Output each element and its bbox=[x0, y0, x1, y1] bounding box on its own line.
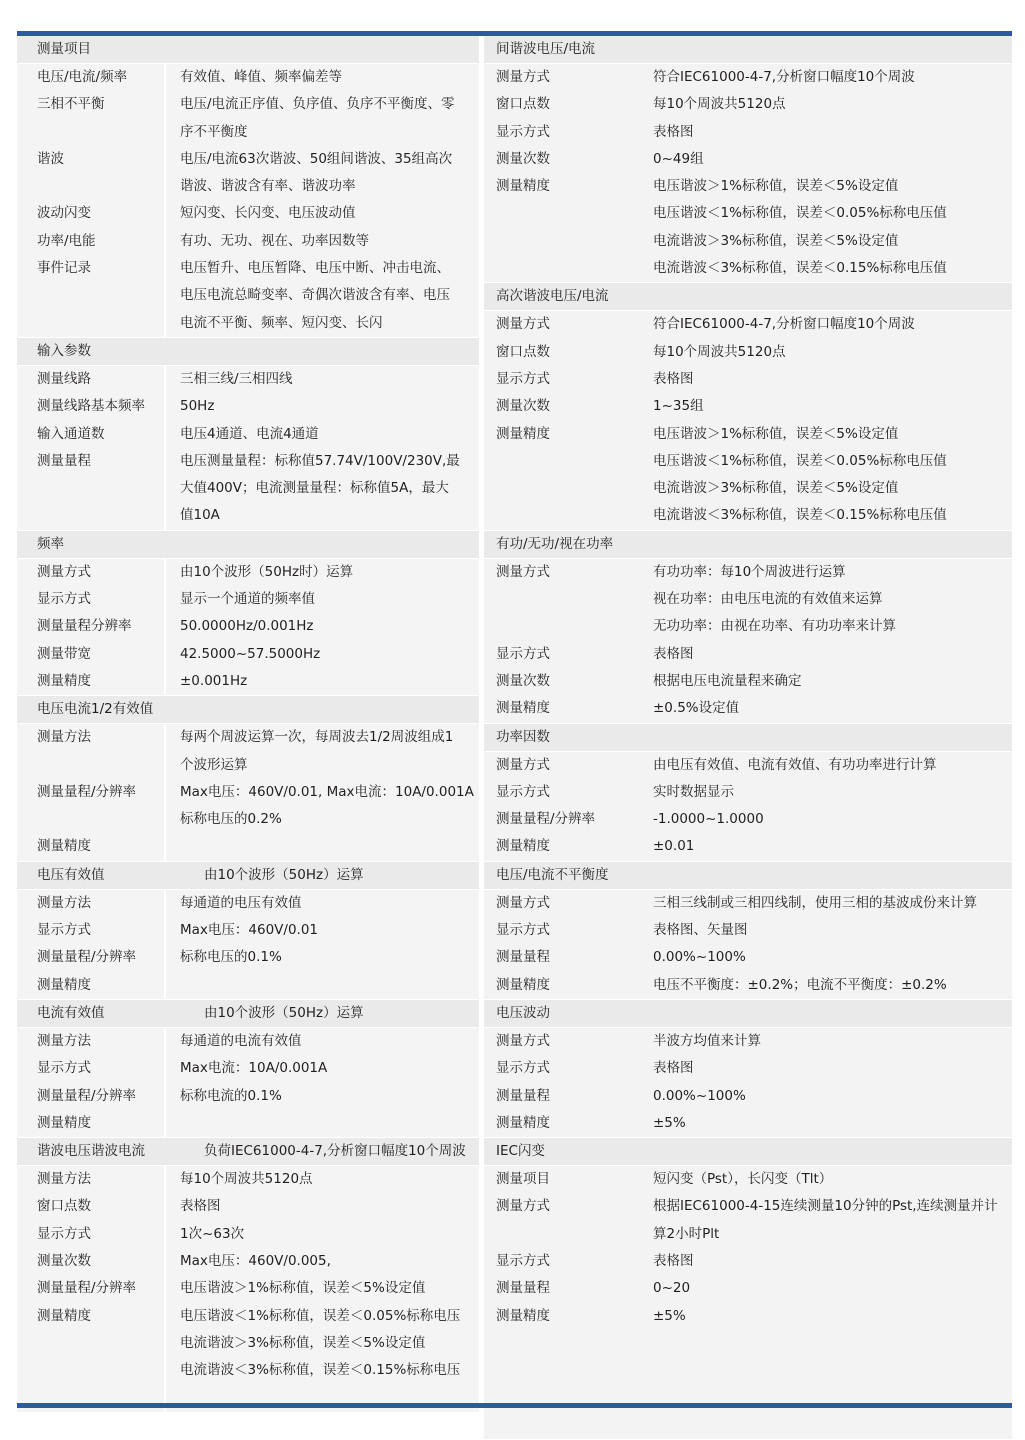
section-body bbox=[17, 559, 479, 695]
spec-label: 测量方式 bbox=[496, 563, 550, 580]
spec-value: 序不平衡度 bbox=[180, 123, 248, 140]
spec-label bbox=[496, 613, 639, 640]
section-body bbox=[17, 366, 479, 530]
spec-value: 电流谐波＜3%标称值，误差＜0.15%标称电压值 bbox=[653, 260, 947, 277]
label-column bbox=[17, 559, 166, 695]
label-column bbox=[17, 64, 166, 337]
spec-label: 测量量程/分辨率 bbox=[37, 1280, 137, 1297]
spec-value: 电流谐波＜3%标称值，误差＜0.15%标称电压值 bbox=[653, 507, 947, 524]
spec-label: 测量方式 bbox=[496, 316, 550, 333]
spec-label: 显示方式 bbox=[37, 591, 91, 608]
spec-value: 大值400V；电流测量量程：标称值5A，最大 bbox=[180, 480, 449, 497]
spec-label bbox=[37, 475, 164, 502]
value-column bbox=[166, 1028, 479, 1137]
spec-value: 1次~63次 bbox=[180, 1225, 245, 1242]
spec-label: 测量项目 bbox=[496, 1171, 550, 1188]
spec-value: 有效值、峰值、频率偏差等 bbox=[180, 69, 342, 85]
spec-label bbox=[496, 255, 639, 282]
spec-value: 每10个周波共5120点 bbox=[653, 343, 786, 360]
spec-value: 表格图 bbox=[180, 1198, 221, 1215]
spec-value bbox=[653, 1412, 1012, 1439]
spec-value: 表格图 bbox=[653, 1060, 694, 1077]
spec-value: 电压/电流63次谐波、50组间谐波、35组高次 bbox=[180, 150, 453, 167]
spec-value: 电压4通道、电流4通道 bbox=[180, 425, 319, 442]
spec-value: 0~20 bbox=[653, 1280, 691, 1297]
spec-value: 标称电流的0.1% bbox=[180, 1087, 282, 1104]
spec-value: 电压暂升、电压暂降、电压中断、冲击电流、 bbox=[180, 260, 450, 277]
spec-label: 测量精度 bbox=[37, 976, 91, 993]
spec-value: 表格图 bbox=[653, 1252, 694, 1269]
section-header: 频率 bbox=[17, 531, 479, 558]
section-header: 输入参数 bbox=[17, 338, 479, 365]
value-column bbox=[166, 366, 479, 530]
value-column bbox=[166, 724, 479, 860]
spec-value: 电压谐波＜1%标称值，误差＜0.05%标称电压 bbox=[180, 1307, 461, 1324]
spec-label bbox=[37, 1330, 164, 1357]
spec-label: 测量精度 bbox=[37, 838, 91, 855]
spec-value: 电压谐波＞1%标称值，误差＜5%设定值 bbox=[653, 178, 899, 195]
value-column bbox=[639, 311, 1012, 529]
spec-value: 电压谐波＜1%标称值，误差＜0.05%标称电压值 bbox=[653, 205, 947, 222]
spec-value: 1~35组 bbox=[653, 398, 704, 415]
spec-label: 三相不平衡 bbox=[37, 96, 105, 113]
spec-value: 表格图 bbox=[653, 370, 694, 387]
spec-label: 测量量程/分辨率 bbox=[37, 783, 137, 800]
spec-value: Max电压：460V/0.01 bbox=[180, 922, 319, 939]
spec-value: 每10个周波共5120点 bbox=[180, 1171, 313, 1188]
spec-label: 测量量程 bbox=[496, 1280, 550, 1297]
spec-label bbox=[496, 448, 639, 475]
spec-label: 测量精度 bbox=[37, 672, 91, 689]
section-title: 电流有效值 bbox=[37, 1004, 105, 1021]
spec-value: 0~49组 bbox=[653, 150, 704, 167]
spec-value bbox=[653, 1330, 1012, 1357]
spec-value: 50.0000Hz/0.001Hz bbox=[180, 618, 314, 635]
spec-value: ±0.5%设定值 bbox=[653, 700, 740, 717]
spec-label: 测量方法 bbox=[37, 1171, 91, 1188]
spec-label: 测量精度 bbox=[496, 1114, 550, 1131]
spec-value: 电压测量量程：标称值57.74V/100V/230V,最 bbox=[180, 452, 460, 469]
spec-label: 显示方式 bbox=[496, 783, 550, 800]
label-column bbox=[17, 1028, 166, 1137]
spec-label: 显示方式 bbox=[496, 922, 550, 939]
spec-value: 每两个周波运算一次，每周波去1/2周波组成1 bbox=[180, 729, 454, 746]
spec-label bbox=[496, 475, 639, 502]
spec-label bbox=[37, 282, 164, 309]
spec-value: 有功、无功、视在、功率因数等 bbox=[180, 232, 369, 249]
spec-label: 测量方式 bbox=[496, 69, 550, 85]
right-spec-column bbox=[484, 36, 1012, 1403]
section-body bbox=[17, 64, 479, 337]
section-header: 电压电流1/2有效值 bbox=[17, 696, 479, 723]
spec-label bbox=[496, 1221, 639, 1248]
spec-label: 测量方法 bbox=[37, 1032, 91, 1049]
value-column bbox=[639, 1028, 1012, 1137]
spec-value: ±0.01 bbox=[653, 838, 695, 855]
spec-value: 标称电压的0.2% bbox=[180, 811, 282, 828]
spec-value: 有功功率：每10个周波进行运算 bbox=[653, 563, 846, 580]
spec-value: 电压/电流正序值、负序值、负序不平衡度、零 bbox=[180, 96, 455, 113]
spec-value: Max电流：10A/0.001A bbox=[180, 1060, 328, 1077]
section-body bbox=[17, 724, 479, 860]
spec-label: 显示方式 bbox=[37, 922, 91, 939]
spec-value bbox=[180, 1110, 479, 1137]
spec-label: 测量精度 bbox=[37, 1307, 91, 1324]
spec-label bbox=[37, 119, 164, 146]
spec-label: 显示方式 bbox=[37, 1060, 91, 1077]
section-title: 电压有效值 bbox=[37, 866, 105, 883]
section-body bbox=[17, 1028, 479, 1137]
spec-value: 电流谐波＜3%标称值，误差＜0.15%标称电压 bbox=[180, 1362, 461, 1379]
spec-value bbox=[180, 833, 479, 860]
spec-label: 测量方法 bbox=[37, 729, 91, 746]
value-column bbox=[639, 890, 1012, 999]
spec-label: 测量带宽 bbox=[37, 645, 91, 662]
spec-label: 测量量程 bbox=[496, 1087, 550, 1104]
spec-value: 每10个周波共5120点 bbox=[653, 96, 786, 113]
spec-value: 电压谐波＞1%标称值，误差＜5%设定值 bbox=[180, 1280, 426, 1297]
section-body bbox=[484, 559, 1012, 723]
spec-value: 视在功率：由电压电流的有效值来运算 bbox=[653, 591, 883, 608]
spec-label: 测量次数 bbox=[496, 150, 550, 167]
section-header: 高次谐波电压/电流 bbox=[484, 283, 1012, 310]
section-body bbox=[484, 890, 1012, 999]
bottom-accent-bar bbox=[17, 1403, 1012, 1408]
section-header: 功率因数 bbox=[484, 724, 1012, 751]
spec-value: ±5% bbox=[653, 1307, 686, 1324]
label-column bbox=[484, 1166, 639, 1439]
spec-label: 测量次数 bbox=[496, 672, 550, 689]
spec-label: 测量量程/分辨率 bbox=[37, 1087, 137, 1104]
spec-label: 测量量程/分辨率 bbox=[37, 949, 137, 966]
spec-value: 电压不平衡度：±0.2%；电流不平衡度：±0.2% bbox=[653, 976, 947, 993]
value-column bbox=[639, 752, 1012, 861]
value-column bbox=[166, 1166, 479, 1412]
spec-value: Max电压：460V/0.01, Max电流：10A/0.001A bbox=[180, 783, 474, 800]
spec-label: 测量精度 bbox=[496, 976, 550, 993]
spec-value: 表格图、矢量图 bbox=[653, 922, 748, 939]
section-body bbox=[484, 1166, 1012, 1439]
section-value: 负荷IEC61000-4-7,分析窗口幅度10个周波 bbox=[204, 1143, 466, 1160]
spec-label: 测量方式 bbox=[496, 1198, 550, 1215]
value-column bbox=[639, 64, 1012, 282]
spec-label bbox=[496, 1412, 639, 1439]
spec-label bbox=[37, 502, 164, 529]
label-column bbox=[484, 559, 639, 723]
section-value: 由10个波形（50Hz）运算 bbox=[204, 866, 364, 883]
spec-value: 三相三线/三相四线 bbox=[180, 370, 293, 387]
spec-value: 电压电流总畸变率、奇偶次谐波含有率、电压 bbox=[180, 287, 450, 304]
spec-value: 0.00%~100% bbox=[653, 1087, 746, 1104]
spec-label: 窗口点数 bbox=[496, 343, 550, 360]
label-column bbox=[17, 1166, 166, 1412]
spec-label: 显示方式 bbox=[496, 123, 550, 140]
spec-value: 三相三线制或三相四线制，使用三相的基波成份来计算 bbox=[653, 894, 977, 911]
spec-label: 测量次数 bbox=[496, 398, 550, 415]
spec-value: 每通道的电流有效值 bbox=[180, 1032, 302, 1049]
spec-value: 50Hz bbox=[180, 398, 215, 415]
spec-value: 短闪变（Pst），长闪变（Tlt） bbox=[653, 1171, 833, 1188]
section-header: 电压/电流不平衡度 bbox=[484, 862, 1012, 889]
section-header bbox=[17, 1138, 479, 1165]
section-body bbox=[484, 1028, 1012, 1137]
label-column bbox=[17, 890, 166, 999]
spec-value: 表格图 bbox=[653, 645, 694, 662]
spec-value: 标称电压的0.1% bbox=[180, 949, 282, 966]
section-header bbox=[17, 1000, 479, 1027]
spec-label bbox=[496, 228, 639, 255]
spec-label: 输入通道数 bbox=[37, 425, 105, 442]
label-column bbox=[17, 366, 166, 530]
spec-value: ±0.001Hz bbox=[180, 672, 248, 689]
spec-label bbox=[37, 1357, 164, 1384]
spec-value: -1.0000~1.0000 bbox=[653, 811, 764, 828]
spec-value: 算2小时Plt bbox=[653, 1225, 720, 1242]
spec-label: 显示方式 bbox=[37, 1225, 91, 1242]
value-column bbox=[166, 890, 479, 999]
value-column bbox=[639, 559, 1012, 723]
section-title: 谐波电压谐波电流 bbox=[37, 1143, 145, 1160]
value-column bbox=[166, 559, 479, 695]
spec-label: 测量方法 bbox=[37, 894, 91, 911]
spec-label: 谐波 bbox=[37, 150, 64, 167]
spec-label: 测量精度 bbox=[496, 700, 550, 717]
spec-value: 实时数据显示 bbox=[653, 783, 734, 800]
spec-label: 测量精度 bbox=[37, 1114, 91, 1131]
section-header: 间谐波电压/电流 bbox=[484, 36, 1012, 63]
spec-value: 电流不平衡、频率、短闪变、长闪 bbox=[180, 314, 383, 331]
spec-label: 测量量程/分辨率 bbox=[496, 811, 596, 828]
spec-value: 符合IEC61000-4-7,分析窗口幅度10个周波 bbox=[653, 69, 915, 85]
section-body bbox=[484, 752, 1012, 861]
spec-value: 由电压有效值、电流有效值、有功功率进行计算 bbox=[653, 756, 937, 773]
spec-value: 0.00%~100% bbox=[653, 949, 746, 966]
spec-label: 显示方式 bbox=[496, 370, 550, 387]
section-body bbox=[484, 64, 1012, 282]
spec-value: 42.5000~57.5000Hz bbox=[180, 645, 321, 662]
spec-label bbox=[496, 200, 639, 227]
label-column bbox=[484, 311, 639, 529]
section-header: 电压波动 bbox=[484, 1000, 1012, 1027]
spec-value: 电流谐波＞3%标称值，误差＜5%设定值 bbox=[180, 1334, 426, 1351]
section-header: 有功/无功/视在功率 bbox=[484, 531, 1012, 558]
spec-label bbox=[37, 806, 164, 833]
spec-label: 功率/电能 bbox=[37, 232, 96, 249]
spec-label: 测量精度 bbox=[496, 838, 550, 855]
spec-value: 根据电压电流量程来确定 bbox=[653, 672, 802, 689]
label-column bbox=[484, 890, 639, 999]
label-column bbox=[17, 724, 166, 860]
spec-label bbox=[37, 173, 164, 200]
section-header: IEC闪变 bbox=[484, 1138, 1012, 1165]
spec-label: 事件记录 bbox=[37, 260, 91, 277]
spec-label bbox=[496, 502, 639, 529]
spec-value: 电流谐波＞3%标称值，误差＜5%设定值 bbox=[653, 480, 899, 497]
spec-value bbox=[180, 972, 479, 999]
spec-label: 测量方式 bbox=[496, 756, 550, 773]
spec-label: 测量量程 bbox=[37, 452, 91, 469]
spec-label: 测量精度 bbox=[496, 1307, 550, 1324]
spec-label: 窗口点数 bbox=[496, 96, 550, 113]
label-column bbox=[484, 64, 639, 282]
spec-value: 电压谐波＞1%标称值，误差＜5%设定值 bbox=[653, 425, 899, 442]
spec-value: 谐波、谐波含有率、谐波功率 bbox=[180, 178, 356, 195]
spec-value: 电压谐波＜1%标称值，误差＜0.05%标称电压值 bbox=[653, 452, 947, 469]
spec-label: 测量线路基本频率 bbox=[37, 398, 145, 415]
spec-label: 测量精度 bbox=[496, 178, 550, 195]
spec-label: 测量方式 bbox=[496, 894, 550, 911]
spec-value: 由10个波形（50Hz时）运算 bbox=[180, 563, 354, 580]
spec-label: 电压/电流/频率 bbox=[37, 69, 128, 85]
label-column bbox=[484, 1028, 639, 1137]
spec-value: 电流谐波＞3%标称值，误差＜5%设定值 bbox=[653, 232, 899, 249]
spec-value: 值10A bbox=[180, 507, 220, 524]
spec-value: 个波形运算 bbox=[180, 756, 248, 773]
spec-label bbox=[37, 310, 164, 337]
spec-label: 窗口点数 bbox=[37, 1198, 91, 1215]
spec-label: 测量方式 bbox=[37, 563, 91, 580]
spec-label: 显示方式 bbox=[496, 1252, 550, 1269]
section-body bbox=[484, 311, 1012, 529]
spec-value: 半波方均值来计算 bbox=[653, 1032, 761, 1049]
value-column bbox=[639, 1166, 1012, 1439]
left-spec-column bbox=[17, 36, 479, 1403]
spec-label: 测量方式 bbox=[496, 1032, 550, 1049]
spec-value: 显示一个通道的频率值 bbox=[180, 591, 315, 608]
section-body bbox=[17, 1166, 479, 1412]
section-value: 由10个波形（50Hz）运算 bbox=[204, 1004, 364, 1021]
spec-label: 测量次数 bbox=[37, 1252, 91, 1269]
spec-label: 测量精度 bbox=[496, 425, 550, 442]
spec-value: 根据IEC61000-4-15连续测量10分钟的Pst,连续测量并计 bbox=[653, 1198, 998, 1215]
section-header: 测量项目 bbox=[17, 36, 479, 63]
section-header bbox=[17, 862, 479, 889]
label-column bbox=[484, 752, 639, 861]
spec-label bbox=[37, 752, 164, 779]
spec-label: 显示方式 bbox=[496, 645, 550, 662]
spec-value: 无功功率：由视在功率、有功功率来计算 bbox=[653, 618, 896, 635]
spec-value bbox=[653, 1357, 1012, 1384]
spec-value: 短闪变、长闪变、电压波动值 bbox=[180, 205, 356, 222]
spec-value: 表格图 bbox=[653, 123, 694, 140]
spec-value: Max电压：460V/0.005, bbox=[180, 1252, 331, 1269]
spec-label: 测量量程 bbox=[496, 949, 550, 966]
spec-label bbox=[496, 1330, 639, 1357]
spec-label bbox=[496, 1357, 639, 1384]
spec-value: ±5% bbox=[653, 1114, 686, 1131]
spec-label: 显示方式 bbox=[496, 1060, 550, 1077]
value-column bbox=[166, 64, 479, 337]
spec-label: 测量量程分辨率 bbox=[37, 618, 132, 635]
section-body bbox=[17, 890, 479, 999]
spec-value: 符合IEC61000-4-7,分析窗口幅度10个周波 bbox=[653, 316, 915, 333]
spec-label bbox=[496, 586, 639, 613]
spec-label: 波动闪变 bbox=[37, 205, 91, 222]
spec-value: 每通道的电压有效值 bbox=[180, 894, 302, 911]
spec-label: 测量线路 bbox=[37, 370, 91, 387]
